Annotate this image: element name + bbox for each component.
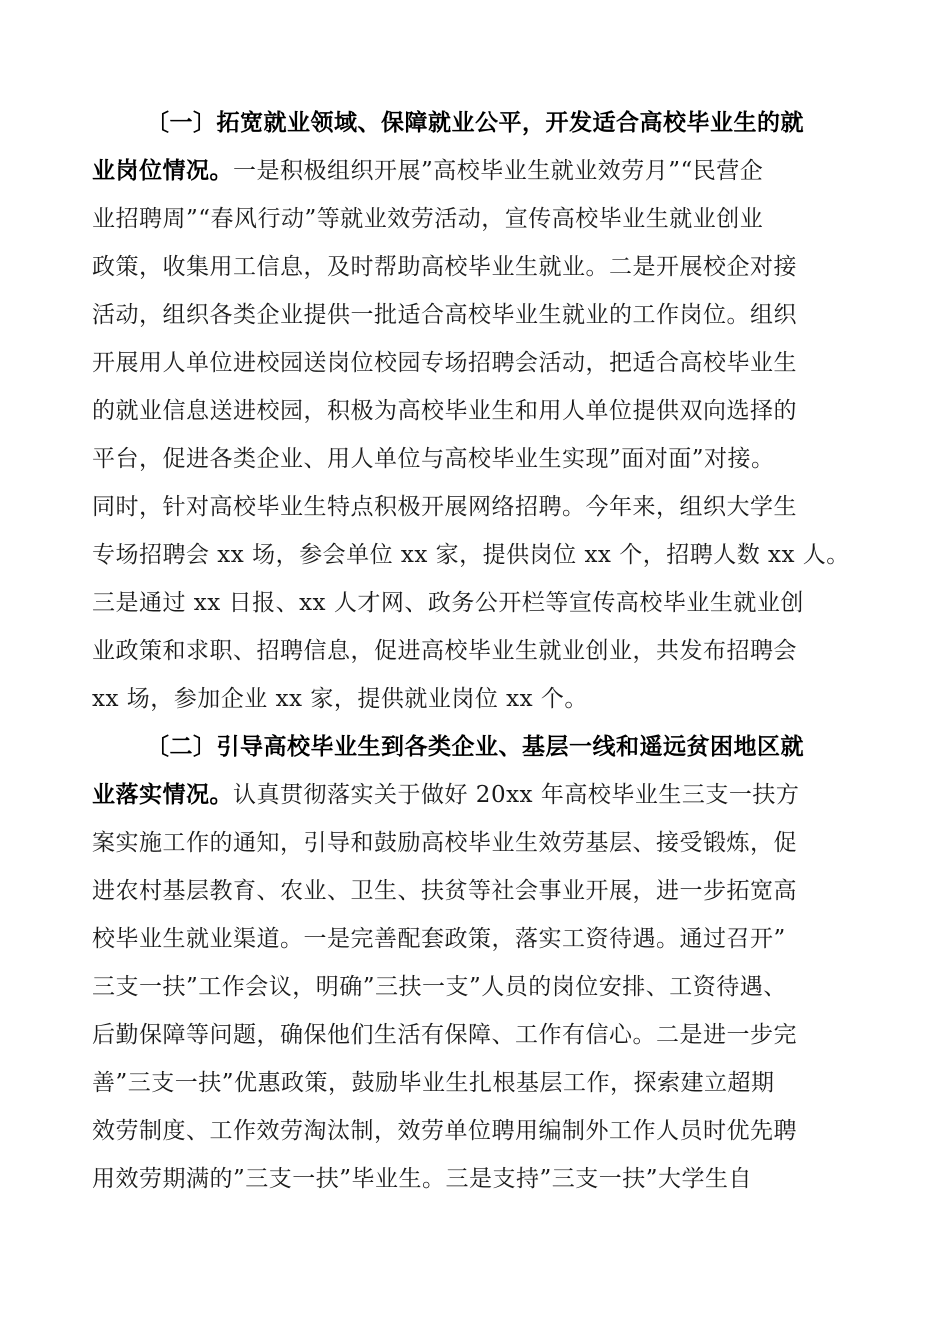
section-1-line-9: 同时，针对高校毕业生特点积极开展网络招聘。今年来，组织大学生 [92, 494, 797, 520]
section-1-heading-line-2: 业岗位情况。 [92, 157, 233, 184]
section-1-line-11: 三是通过 xx 日报、xx 人才网、政务公开栏等宣传高校毕业生就业创 [92, 590, 804, 616]
section-2-line-6: 三支一扶”工作会议，明确”三扶一支”人员的岗位安排、工资待遇、 [92, 974, 787, 1000]
section-2-line-4: 进农村基层教育、农业、卫生、扶贫等社会事业开展，进一步拓宽高 [92, 878, 797, 904]
section-1-line-4: 政策，收集用工信息，及时帮助高校毕业生就业。二是开展校企对接 [92, 254, 797, 280]
section-2-line-3: 案实施工作的通知，引导和鼓励高校毕业生效劳基层、接受锻炼，促 [92, 830, 797, 856]
section-1-line-12: 业政策和求职、招聘信息，促进高校毕业生就业创业，共发布招聘会 [92, 638, 797, 664]
section-2-line-2-text: 认真贯彻落实关于做好 20xx 年高校毕业生三支一扶方 [233, 782, 800, 808]
section-1-line-2-text: 一是积极组织开展”高校毕业生就业效劳月”“民营企 [233, 158, 764, 184]
section-2-heading-line-2: 业落实情况。 [92, 781, 233, 808]
section-1-heading-line-1: 〔一〕拓宽就业领域、保障就业公平，开发适合高校毕业生的就 [146, 109, 804, 136]
section-2-line-7: 后勤保障等问题，确保他们生活有保障、工作有信心。二是进一步完 [92, 1022, 797, 1048]
section-1-line-8: 平台，促进各类企业、用人单位与高校毕业生实现”面对面”对接。 [92, 446, 775, 472]
section-1-line-13: xx 场，参加企业 xx 家，提供就业岗位 xx 个。 [92, 686, 588, 712]
section-2-line-2 [92, 780, 799, 810]
section-1-line-6: 开展用人单位进校园送岗位校园专场招聘会活动，把适合高校毕业生 [92, 350, 797, 376]
section-2-line-8: 善”三支一扶”优惠政策，鼓励毕业生扎根基层工作，探索建立超期 [92, 1070, 775, 1096]
section-2-line-5: 校毕业生就业渠道。一是完善配套政策，落实工资待遇。通过召开” [92, 926, 786, 952]
section-2-heading-line-1: 〔二〕引导高校毕业生到各类企业、基层一线和遥远贫困地区就 [146, 733, 804, 760]
section-2-line-9: 效劳制度、工作效劳淘汰制，效劳单位聘用编制外工作人员时优先聘 [92, 1118, 797, 1144]
section-1-line-5: 活动，组织各类企业提供一批适合高校毕业生就业的工作岗位。组织 [92, 302, 797, 328]
section-1-line-3: 业招聘周”“春风行动”等就业效劳活动，宣传高校毕业生就业创业 [92, 206, 764, 232]
section-1-line-10: 专场招聘会 xx 场，参会单位 xx 家，提供岗位 xx 个，招聘人数 xx 人。 [92, 542, 850, 568]
section-1-line-7: 的就业信息送进校园，积极为高校毕业生和用人单位提供双向选择的 [92, 398, 797, 424]
section-2-line-10: 用效劳期满的”三支一扶”毕业生。三是支持”三支一扶”大学生自 [92, 1166, 753, 1192]
